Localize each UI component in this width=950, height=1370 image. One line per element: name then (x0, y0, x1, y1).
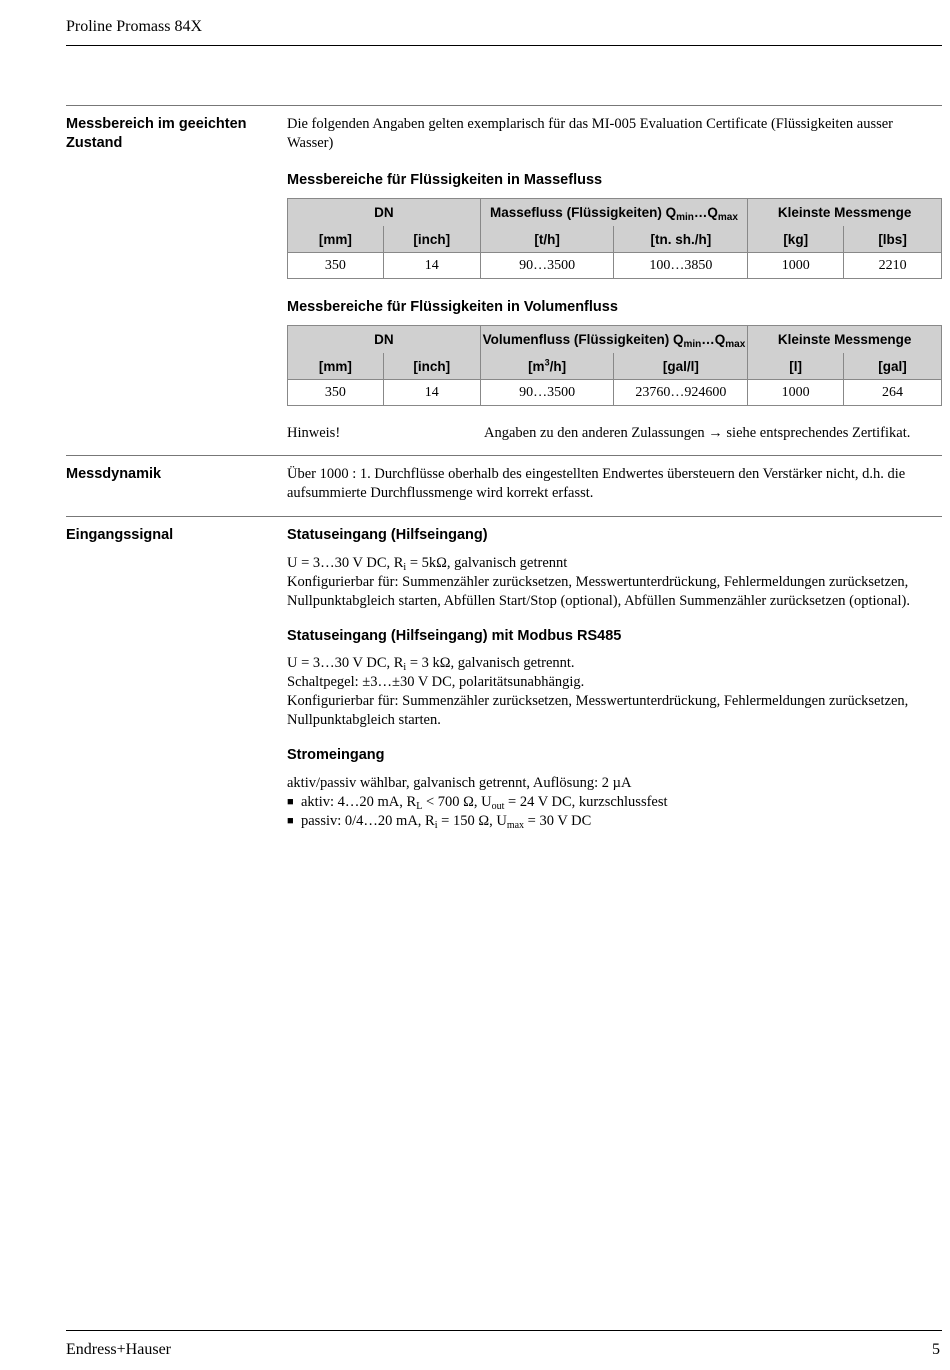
footer-company: Endress+Hauser (66, 1341, 171, 1358)
table-unit: [tn. sh./h] (614, 226, 748, 253)
table-unit: [gal/l] (614, 353, 748, 380)
current-input-title: Stromeingang (287, 747, 385, 763)
list-item: ■ aktiv: 4…20 mA, $R_L < 700$ Ω, $U_{out} = 24$ V DC, kurzschlussfest (287, 794, 668, 812)
section-label-messdynamik: Messdynamik (66, 466, 162, 482)
eingangssignal-content (287, 526, 942, 831)
table-cell: 14 (383, 253, 480, 279)
footer-rule (66, 1330, 942, 1331)
table-header-dn: DN (288, 199, 481, 227)
table-row (288, 380, 942, 406)
section-label-eingangssignal: Eingangssignal (66, 527, 174, 543)
table-cell: 14 (383, 380, 480, 406)
mass-table-title: Messbereiche für Flüssigkeiten in Massefluss (287, 172, 603, 188)
messdynamik-text: Über 1000 : 1. Durchflüsse oberhalb des eingestellten Endwertes übersteuern den Verstärker nicht, d.h. die aufsummierte Durchflussmenge wird korrekt erfasst. (287, 466, 906, 501)
status-input-title: Statuseingang (Hilfseingang) (287, 527, 488, 543)
list-item: ■ passiv: 0/4…20 mA, $R_i = 150$ Ω, $U_{max} = 30$ V DC (287, 813, 592, 831)
table-cell: 23760…924600 (614, 380, 748, 406)
table-unit: [l] (748, 353, 844, 380)
table-header-smallest: Kleinste Messmenge (748, 199, 942, 227)
table-cell: 350 (288, 380, 384, 406)
table-cell: 90…3500 (480, 253, 614, 279)
modbus-input-spec: U = 3…30 V DC, $R_i = 3$ kΩ, galvanisch getrennt. (287, 655, 575, 673)
table-unit: [gal] (844, 353, 942, 380)
table-cell: 1000 (748, 380, 844, 406)
volume-flow-table (287, 325, 942, 406)
note-text: Angaben zu den anderen Zulassungen → siehe entsprechendes Zertifikat. (484, 425, 911, 441)
page-header-title: Proline Promass 84X (66, 18, 202, 35)
section-rule (66, 516, 942, 517)
table-unit: [mm] (288, 226, 384, 253)
modbus-input-config: Konfigurierbar für: Summenzähler zurücksetzen, Messwertunterdrückung, Fehlermeldungen zurücksetzen, Nullpunktabgleich starten. (287, 693, 909, 728)
header-rule (66, 45, 942, 46)
table-header-dn: DN (288, 326, 481, 354)
section-rule (66, 105, 942, 106)
table-cell: 90…3500 (480, 380, 614, 406)
bullet-icon: ■ (287, 815, 294, 827)
table-unit: [kg] (748, 226, 844, 253)
table-unit: [t/h] (480, 226, 614, 253)
bullet-icon: ■ (287, 796, 294, 808)
current-input-spec: aktiv/passiv wählbar, galvanisch getrennt, Auflösung: 2 µA (287, 775, 632, 791)
table-unit: $[m^3/h]$ (480, 353, 614, 380)
table-cell: 100…3850 (614, 253, 748, 279)
table-unit: [mm] (288, 353, 384, 380)
table-header-massflow: Massefluss (Flüssigkeiten) $Q_{min}\dots Q_{max}$ (480, 199, 748, 227)
modbus-switch-level: Schaltpegel: ±3…±30 V DC, polaritätsunabhängig. (287, 674, 585, 690)
table-unit: [lbs] (844, 226, 942, 253)
note-label: Hinweis! (287, 425, 341, 441)
table-cell: 350 (288, 253, 384, 279)
table-cell: 2210 (844, 253, 942, 279)
footer-page-number: 5 (932, 1341, 940, 1358)
table-cell: 1000 (748, 253, 844, 279)
table-cell: 264 (844, 380, 942, 406)
status-input-spec: U = 3…30 V DC, $R_i = 5k\Omega$, galvanisch getrennt (287, 555, 568, 573)
table-header-smallest: Kleinste Messmenge (748, 326, 942, 354)
status-input-config: Konfigurierbar für: Summenzähler zurücksetzen, Messwertunterdrückung, Fehlermeldungen zurücksetzen, Nullpunktabgleich starten, Abfüllen Start/Stop (optional), Abfüllen Summenzähler zurücksetzen (optional). (287, 574, 910, 609)
table-header-volflow: Volumenfluss (Flüssigkeiten) $Q_{min}\dots Q_{max}$ (480, 326, 748, 354)
modbus-input-title: Statuseingang (Hilfseingang) mit Modbus RS485 (287, 628, 622, 644)
vol-table-title: Messbereiche für Flüssigkeiten in Volumenfluss (287, 299, 618, 315)
table-unit: [inch] (383, 226, 480, 253)
section-rule (66, 455, 942, 456)
table-unit: [inch] (383, 353, 480, 380)
table-row (288, 253, 942, 279)
section-label-messbereich: Messbereich im geeichten Zustand (66, 116, 247, 151)
mass-flow-table (287, 198, 942, 279)
intro-text: Die folgenden Angaben gelten exemplarisch für das MI-005 Evaluation Certificate (Flüssigkeiten ausser Wasser) (287, 116, 893, 151)
